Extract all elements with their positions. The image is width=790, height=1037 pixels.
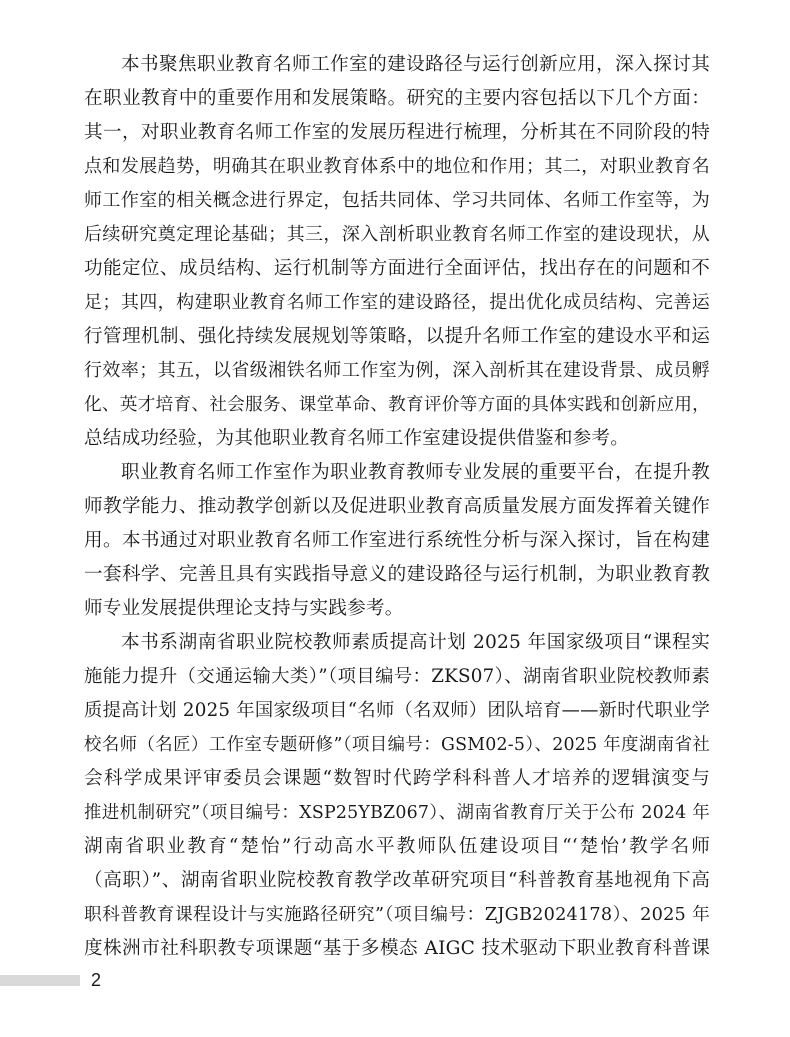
text-line: 功能定位、成员结构、运行机制等方面进行全面评估，找出存在的问题和不 [84,258,710,279]
text-line: 度株洲市社科职教专项课题“基于多模态 AIGC 技术驱动下职业教育科普课 [84,938,710,959]
text-line: 在职业教育中的重要作用和发展策略。研究的主要内容包括以下几个方面： [84,88,710,109]
text-line: 师工作室的相关概念进行界定，包括共同体、学习共同体、名师工作室等，为 [84,190,710,211]
page-number: 2 [91,970,102,990]
text-line: 用。本书通过对职业教育名师工作室进行系统性分析与深入探讨，旨在构建 [84,530,710,551]
paragraph-3 [84,626,710,966]
text-line: 点和发展趋势，明确其在职业教育体系中的地位和作用；其二，对职业教育名 [84,156,710,177]
text-line: 质提高计划 2025 年国家级项目“名师（名双师）团队培育——新时代职业学 [84,700,710,721]
footer-bar [0,975,80,986]
text-line: （高职）”、湖南省职业院校教育教学改革研究项目“科普教育基地视角下高 [84,870,710,891]
paragraph-2 [84,456,710,626]
text-line: 其一，对职业教育名师工作室的发展历程进行梳理，分析其在不同阶段的特 [84,122,710,143]
text-line: 会科学成果评审委员会课题“数智时代跨学科科普人才培养的逻辑演变与 [84,768,710,789]
text-line: 湖南省职业教育“楚怡”行动高水平教师队伍建设项目“‘楚怡’教学名师 [84,836,710,857]
text-line: 本书聚焦职业教育名师工作室的建设路径与运行创新应用，深入探讨其 [121,54,710,75]
text-line: 总结成功经验，为其他职业教育名师工作室建设提供借鉴和参考。 [84,428,630,449]
text-line: 推进机制研究”（项目编号：XSP25YBZ067）、湖南省教育厅关于公布 2024 年 [84,803,710,823]
text-line: 师专业发展提供理论支持与实践参考。 [84,598,404,619]
text-line: 职科普教育课程设计与实施路径研究”（项目编号：ZJGB2024178）、2025 年 [84,905,710,925]
paragraph-1 [84,48,710,456]
body-text [84,48,710,966]
text-line: 足；其四，构建职业教育名师工作室的建设路径，提出优化成员结构、完善运 [84,292,710,313]
text-line: 一套科学、完善且具有实践指导意义的建设路径与运行机制，为职业教育教 [84,564,710,585]
text-line: 行效率；其五，以省级湘铁名师工作室为例，深入剖析其在建设背景、成员孵 [84,360,710,381]
text-line: 化、英才培育、社会服务、课堂革命、教育评价等方面的具体实践和创新应用， [84,395,711,415]
text-line: 职业教育名师工作室作为职业教育教师专业发展的重要平台，在提升教 [121,462,710,483]
text-line: 本书系湖南省职业院校教师素质提高计划 2025 年国家级项目“课程实 [121,632,710,653]
text-line: 师教学能力、推动教学创新以及促进职业教育高质量发展方面发挥着关键作 [84,496,710,517]
text-line: 校名师（名匠）工作室专题研修”（项目编号：GSM02-5）、2025 年度湖南省社 [84,735,710,755]
text-line: 施能力提升（交通运输大类）”（项目编号：ZKS07）、湖南省职业院校教师素 [84,666,710,687]
text-line: 行管理机制、强化持续发展规划等策略，以提升名师工作室的建设水平和运 [84,326,710,347]
text-line: 后续研究奠定理论基础；其三，深入剖析职业教育名师工作室的建设现状，从 [84,224,710,245]
